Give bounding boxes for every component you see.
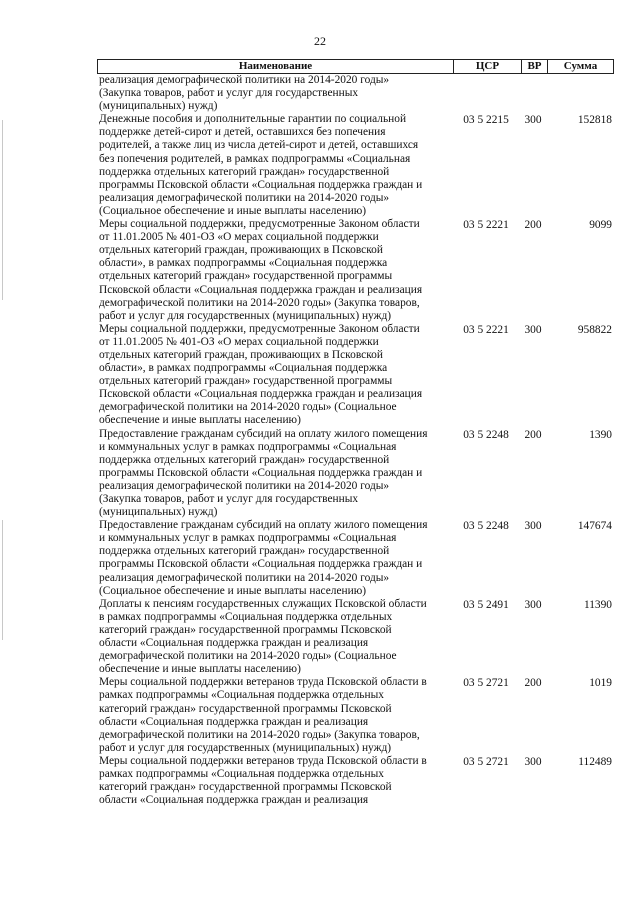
row-csr: 03 5 2248 (463, 520, 509, 533)
row-name-line: Предоставление гражданам субсидий на оплату жилого помещения (99, 427, 428, 440)
row-vr: 300 (524, 755, 542, 768)
header-csr: ЦСР (453, 60, 521, 73)
row-name-line: области «Социальная поддержка граждан и реализация (99, 715, 369, 728)
row-vr: 300 (524, 114, 542, 127)
row-name-line: от 11.01.2005 № 401-ОЗ «О мерах социальной поддержки (99, 335, 379, 348)
row-vr: 300 (524, 323, 542, 336)
table-row (97, 428, 614, 520)
row-name-line: Предоставление гражданам субсидий на оплату жилого помещения (99, 519, 428, 532)
header-sum: Сумма (547, 60, 613, 73)
budget-table (97, 59, 614, 807)
row-sum: 112489 (578, 755, 612, 768)
row-csr: 03 5 2215 (463, 114, 509, 127)
row-name-line: отдельных категорий граждан, проживающих в Псковской (99, 244, 383, 257)
row-name-line: демографической политики на 2014-2020 годы» (Социальное (99, 401, 397, 414)
table-row (97, 598, 614, 677)
row-name-line: отдельных категорий граждан» государственной программы (99, 270, 393, 283)
row-sum: 9099 (589, 219, 612, 232)
header-vr: ВР (521, 60, 547, 73)
row-name (97, 218, 452, 323)
row-name-line: Меры социальной поддержки ветеранов труда Псковской области в (99, 754, 427, 767)
row-name-line: реализация демографической политики на 2014-2020 годы» (99, 571, 390, 584)
page-number: 22 (314, 34, 326, 48)
row-name-line: (муниципальных) нужд) (99, 100, 218, 113)
row-csr (452, 74, 520, 113)
row-name-line: работ и услуг для государственных (муниципальных) нужд) (99, 309, 392, 322)
row-name (97, 755, 452, 807)
row-name-line: поддержка отдельных категорий граждан» государственной (99, 545, 390, 558)
header-name: Наименование (238, 60, 313, 72)
table-row (97, 113, 614, 218)
row-name-line: обеспечение и иные выплаты населению) (99, 663, 301, 676)
row-name-line: Денежные пособия и дополнительные гарантии по социальной (99, 113, 407, 126)
table-row (97, 74, 614, 113)
row-name-line: Меры социальной поддержки ветеранов труда Псковской области в (99, 676, 427, 689)
row-name-line: области «Социальная поддержка граждан и реализация (99, 637, 369, 650)
table-body (97, 74, 614, 807)
row-name (97, 323, 452, 428)
row-csr: 03 5 2491 (463, 598, 509, 611)
row-name (97, 74, 452, 113)
row-name-line: (Социальное обеспечение и иные выплаты населению) (99, 584, 367, 597)
row-vr: 300 (524, 598, 542, 611)
row-csr: 03 5 2248 (463, 428, 509, 441)
row-vr (520, 74, 546, 113)
row-csr: 03 5 2721 (463, 755, 509, 768)
row-sum: 958822 (577, 323, 612, 336)
row-name (97, 428, 452, 520)
row-name-line: поддержка отдельных категорий граждан» государственной (99, 165, 390, 178)
row-name-line: в рамках подпрограммы «Социальная поддержка отдельных (99, 610, 393, 623)
row-name-line: области», в рамках подпрограммы «Социальная поддержка (99, 362, 388, 375)
row-name-line: Меры социальной поддержки, предусмотренные Законом области (99, 322, 420, 335)
row-name-line: (Закупка товаров, работ и услуг для государственных (99, 87, 359, 100)
row-name-line: обеспечение и иные выплаты населению) (99, 414, 301, 427)
row-name-line: демографической политики на 2014-2020 годы» (Закупка товаров, (99, 728, 420, 741)
row-name-line: Доплаты к пенсиям государственных служащих Псковской области (99, 597, 427, 610)
row-sum (546, 74, 614, 113)
row-vr: 300 (524, 520, 542, 533)
row-name-line: отдельных категорий граждан» государственной программы (99, 375, 393, 388)
table-row (97, 755, 614, 807)
row-sum: 1019 (589, 677, 612, 690)
row-name-line: программы Псковской области «Социальная поддержка граждан и (99, 558, 423, 571)
row-name (97, 598, 452, 677)
row-vr: 200 (524, 219, 542, 232)
row-name-line: области», в рамках подпрограммы «Социальная поддержка (99, 257, 388, 270)
row-name (97, 676, 452, 755)
row-name-line: (муниципальных) нужд) (99, 506, 218, 519)
row-name-line: поддержке детей-сирот и детей, оставшихся без попечения (99, 126, 386, 139)
row-name-line: программы Псковской области «Социальная поддержка граждан и (99, 178, 423, 191)
row-name-line: (Социальное обеспечение и иные выплаты населению) (99, 204, 367, 217)
row-name-line: и коммунальных услуг в рамках подпрограммы «Социальная (99, 532, 397, 545)
row-name-line: и коммунальных услуг в рамках подпрограммы «Социальная (99, 440, 397, 453)
row-name-line: от 11.01.2005 № 401-ОЗ «О мерах социальной поддержки (99, 231, 379, 244)
row-sum: 11390 (583, 598, 612, 611)
row-sum: 147674 (577, 520, 612, 533)
table-row (97, 676, 614, 755)
row-name-line: реализация демографической политики на 2014-2020 годы» (99, 191, 390, 204)
row-name-line: (Закупка товаров, работ и услуг для государственных (99, 493, 359, 505)
row-name-line: без попечения родителей, в рамках подпрограммы «Социальная (99, 152, 411, 165)
scan-edge-mark (2, 120, 3, 300)
row-name (97, 113, 452, 218)
table-row (97, 323, 614, 428)
row-name-line: родителей, а также лиц из числа детей-сирот и детей, оставшихся (99, 139, 419, 152)
row-name-line: категорий граждан» государственной программы Псковской (99, 781, 392, 794)
row-csr: 03 5 2221 (463, 219, 509, 232)
row-name-line: рамках подпрограммы «Социальная поддержка отдельных (99, 767, 384, 780)
row-name-line: отдельных категорий граждан, проживающих в Псковской (99, 348, 383, 361)
row-name-line: работ и услуг для государственных (муниципальных) нужд) (99, 741, 392, 754)
row-vr: 200 (524, 428, 542, 441)
row-name-line: Меры социальной поддержки, предусмотренные Законом области (99, 218, 420, 231)
row-sum: 152818 (577, 114, 612, 127)
row-sum: 1390 (589, 428, 612, 441)
table-header (97, 59, 614, 74)
table-row (97, 519, 614, 598)
row-name-line: Псковской области «Социальная поддержка граждан и реализация (99, 283, 423, 296)
row-name-line: категорий граждан» государственной программы Псковской (99, 623, 392, 636)
row-name (97, 519, 452, 598)
row-csr: 03 5 2721 (463, 677, 509, 690)
row-name-line: программы Псковской области «Социальная поддержка граждан и (99, 466, 423, 479)
row-name-line: реализация демографической политики на 2014-2020 годы» (99, 479, 390, 492)
row-name-line: реализация демографической политики на 2014-2020 годы» (99, 74, 390, 86)
row-vr: 200 (524, 677, 542, 690)
table-row (97, 218, 614, 323)
scan-edge-mark (2, 520, 3, 640)
row-name-line: категорий граждан» государственной программы Псковской (99, 702, 392, 715)
row-csr: 03 5 2221 (463, 323, 509, 336)
row-name-line: демографической политики на 2014-2020 годы» (Закупка товаров, (99, 296, 420, 309)
row-name-line: Псковской области «Социальная поддержка граждан и реализация (99, 388, 423, 401)
row-name-line: области «Социальная поддержка граждан и реализация (99, 794, 369, 807)
row-name-line: рамках подпрограммы «Социальная поддержка отдельных (99, 689, 384, 702)
row-name-line: поддержка отдельных категорий граждан» государственной (99, 453, 390, 466)
row-name-line: демографической политики на 2014-2020 годы» (Социальное (99, 650, 397, 663)
